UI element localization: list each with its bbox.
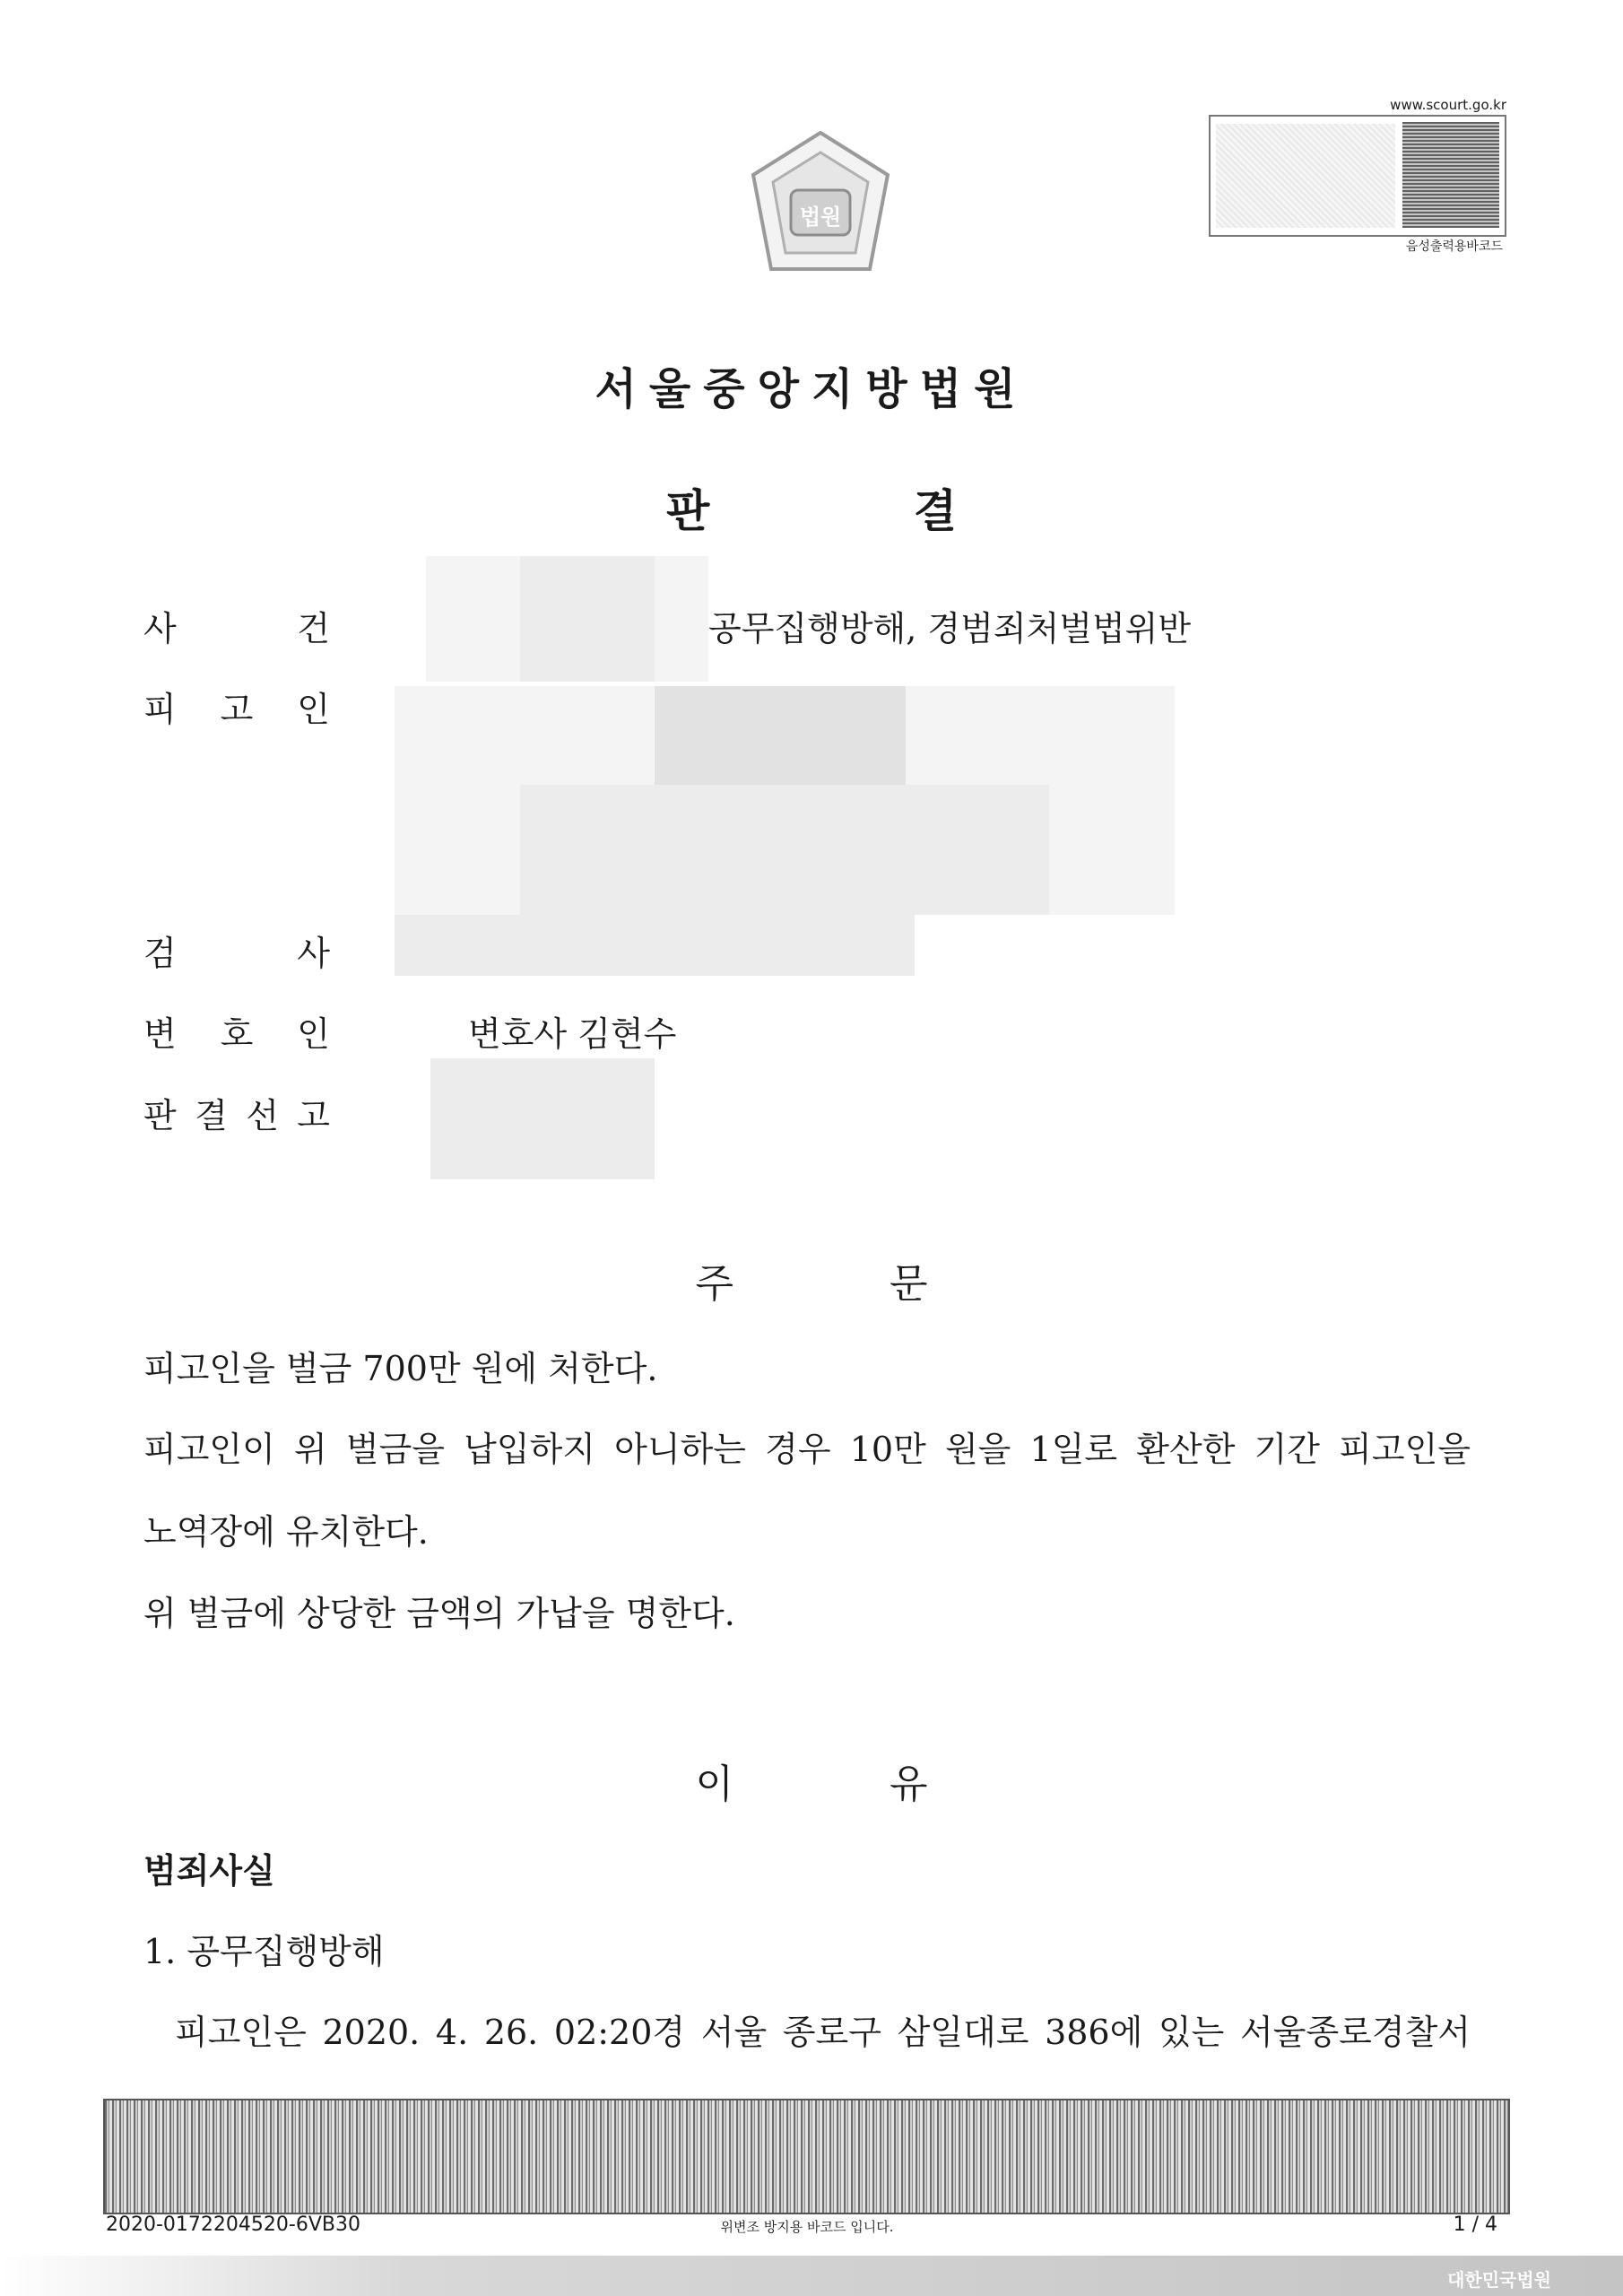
- defendant-label: 피 고 인: [143, 690, 332, 729]
- case-label: 사 건: [143, 609, 332, 648]
- barcode-caption: 음성출력용바코드: [1405, 239, 1503, 254]
- security-barcode: [103, 2099, 1510, 2214]
- reasons-heading: 이 유: [695, 1761, 928, 1807]
- emblem-text: 법원: [799, 204, 842, 230]
- judgment-date-label: 판 결 선 고: [143, 1096, 332, 1135]
- redaction: [520, 785, 1049, 915]
- court-name: 서울중앙지방법원: [595, 364, 1028, 414]
- barcode-url: www.scourt.go.kr: [1390, 97, 1506, 113]
- disposition-line: 위 벌금에 상당한 금액의 가납을 명한다.: [143, 1594, 735, 1633]
- document-type: 판 결: [665, 485, 957, 537]
- redaction: [520, 556, 655, 682]
- case-value: 공무집행방해, 경범죄처벌법위반: [708, 609, 1192, 648]
- page-number: 1 / 4: [1453, 2213, 1497, 2236]
- barcode-pattern: [1402, 122, 1499, 228]
- footer-band: [0, 2256, 1623, 2296]
- voice-barcode: [1209, 115, 1506, 237]
- prosecutor-label: 검 사: [143, 934, 332, 973]
- disposition-heading: 주 문: [695, 1261, 928, 1307]
- body-paragraph: 피고인은 2020. 4. 26. 02:20경 서울 종로구 삼일대로 386에 있는 서울종로경찰서: [175, 2013, 1471, 2052]
- issuer-label: 대한민국법원: [1447, 2269, 1551, 2291]
- court-emblem: [735, 126, 906, 287]
- barcode-note: 위변조 방지용 바코드 입니다.: [720, 2219, 894, 2235]
- crime-facts-heading: 범죄사실: [143, 1851, 275, 1891]
- disposition-line: 피고인을 벌금 700만 원에 처한다.: [143, 1349, 658, 1388]
- redaction: [395, 915, 915, 976]
- disposition-line: 노역장에 유치한다.: [143, 1512, 429, 1552]
- section-item: 1. 공무집행방해: [143, 1932, 385, 1971]
- disposition-line: 피고인이 위 벌금을 납입하지 아니하는 경우 10만 원을 1일로 환산한 기간 피고인을: [143, 1430, 1471, 1469]
- redaction: [655, 686, 906, 785]
- attorney-label: 변 호 인: [143, 1014, 332, 1054]
- attorney-value: 변호사 김현수: [468, 1014, 677, 1054]
- redaction: [430, 1058, 655, 1179]
- document-id: 2020-0172204520-6VB30: [106, 2213, 360, 2236]
